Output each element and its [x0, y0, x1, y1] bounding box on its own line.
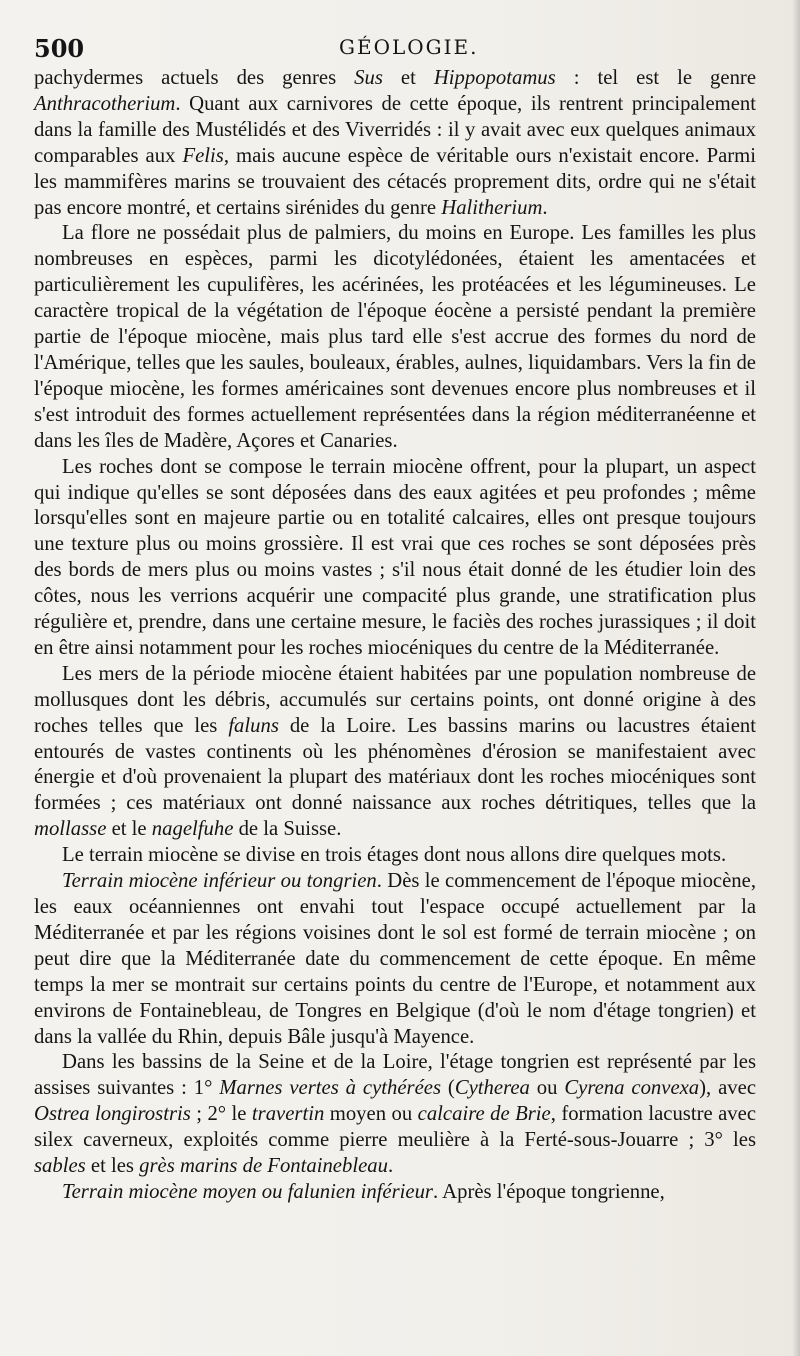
italic-term: Cyrena convexa	[564, 1077, 700, 1100]
text-run: ), avec	[699, 1077, 757, 1100]
page-header	[34, 34, 766, 66]
paragraph	[34, 843, 756, 869]
paragraph	[34, 662, 756, 843]
italic-term: Felis	[182, 144, 224, 167]
italic-term: calcaire de Brie	[417, 1103, 551, 1126]
italic-term: grès marins de Fontainebleau	[139, 1155, 388, 1178]
paragraph	[34, 1050, 756, 1180]
text-run: et	[382, 67, 434, 89]
text-run: de la Suisse.	[233, 818, 342, 841]
text-run: .	[387, 1155, 394, 1178]
italic-term: Cytherea	[454, 1077, 530, 1100]
text-run: Dans les bassins de la Seine et de la Loire, l'étage tongrien est représenté par les assises suivantes : 1°	[34, 1051, 756, 1100]
text-run: .	[542, 196, 548, 219]
text-run: ou	[529, 1077, 565, 1100]
text-run: Le terrain miocène se divise en trois étages dont nous allons dire quelques mots.	[62, 844, 727, 867]
italic-term: Terrain miocène inférieur ou tongrien	[62, 870, 377, 893]
text-run: et le	[106, 818, 152, 841]
text-run: : tel est le genre	[555, 67, 757, 89]
text-run: Les mers de la période miocène étaient habitées par une population nombreuse de mollusques dont les débris, accumulés sur certains points, ont donné origine à des roches telles que les	[34, 662, 756, 737]
text-run: et les	[85, 1155, 140, 1178]
paragraph	[34, 1180, 756, 1206]
text-run: moyen ou	[324, 1103, 418, 1126]
italic-term: sables	[34, 1155, 86, 1178]
italic-term: faluns	[228, 714, 279, 737]
body-text	[34, 66, 756, 1206]
binding-shadow	[792, 0, 800, 1356]
text-run: La flore ne possédait plus de palmiers, du moins en Europe. Les familles les plus nombreuses en espèces, parmi les dicotylédonées, étaient les amentacées et particulièrement les cupulifères, les acérinées, les protéacées et les légumineuses. Le caractère tropical de la végétation de l'époque éocène a persisté pendant la première partie de l'époque miocène, mais plus tard elle s'est accrue des formes du nord de l'Amérique, telles que les saules, bouleaux, érables, aulnes, liquidambars. Vers la fin de l'époque miocène, les formes américaines sont devenues encore plus nombreuses et il s'est introduit des formes actuellement représentées dans la région méditerranéenne et dans les îles de Madère, Açores et Canaries.	[34, 222, 756, 452]
italic-term: Ostrea longirostris	[34, 1103, 191, 1126]
italic-term: Hippopotamus	[433, 67, 556, 89]
text-run: , mais aucune espèce de véritable ours n'existait encore. Parmi les mammifères marins se trouvaient des cétacés proprement dits, ordre qui ne s'était pas encore montré, et certains sirénides du genre	[34, 144, 756, 219]
text-run: . Dès le commencement de l'époque miocène, les eaux océanniennes ont envahi tout l'espace occupé actuellement par la Méditerranée et par les régions voisines dont le sol est formé de terrain miocène ; on peut dire que la Méditerranée date du commencement de cette époque. En même temps la mer se montrait sur certains points du centre de l'Europe, et notamment aux environs de Fontainebleau, de Tongres en Belgique (d'où le nom d'étage tongrien) et dans la vallée du Rhin, depuis Bâle jusqu'à Mayence.	[34, 870, 756, 1048]
text-run: , formation lacustre avec silex caverneux, exploités comme pierre meulière à la Ferté-sous-Jouarre ; 3° les	[34, 1103, 757, 1152]
italic-term: travertin	[251, 1103, 325, 1126]
text-run: . Quant aux carnivores de cette époque, ils rentrent principalement dans la famille des Mustélidés et des Viverridés : il y avait avec eux quelques animaux comparables aux	[34, 92, 756, 167]
paragraph	[34, 455, 756, 662]
text-run: ; 2° le	[190, 1103, 252, 1126]
italic-term: Terrain miocène moyen ou falunien inférieur	[62, 1180, 433, 1203]
italic-term: Anthracotherium	[34, 92, 176, 115]
italic-term: nagelfuhe	[151, 818, 234, 841]
italic-term: Sus	[354, 67, 383, 89]
text-run: Les roches dont se compose le terrain miocène offrent, pour la plupart, un aspect qui indique qu'elles se sont déposées dans des eaux agitées et peu profondes ; même lorsqu'elles sont en majeure partie ou en totalité calcaires, elles ont presque toujours une texture plus ou moins grossière. Il est vrai que ces roches se sont déposées près des bords de mers plus ou moins vastes ; s'il nous était donné de les étudier loin des côtes, nous les verrions acquérir une compacité plus grande, une stratification plus régulière et, prendre, dans une certaine mesure, le faciès des roches jurassiques ; il doit en être ainsi notamment pour les roches miocéniques du centre de la Méditerranée.	[34, 455, 756, 659]
italic-term: Halitherium	[441, 196, 543, 219]
text-run: (	[441, 1077, 455, 1100]
italic-term: mollasse	[34, 818, 107, 841]
text-run: de la Loire. Les bassins marins ou lacustres étaient entourés de vastes continents où les phénomènes d'érosion se manifestaient avec énergie et d'où provenaient la plupart des matériaux dont les roches miocéniques sont formées ; ces matériaux ont donné naissance aux roches détritiques, telles que la	[34, 714, 757, 815]
page-number: 500	[34, 34, 85, 63]
text-run: pachydermes actuels des genres	[34, 67, 355, 89]
paragraph	[34, 66, 756, 221]
running-head: GÉOLOGIE.	[339, 35, 479, 59]
paragraph	[34, 221, 756, 454]
paragraph	[34, 869, 756, 1050]
italic-term: Marnes vertes à cythérées	[219, 1077, 442, 1100]
text-run: . Après l'époque tongrienne,	[432, 1180, 665, 1203]
